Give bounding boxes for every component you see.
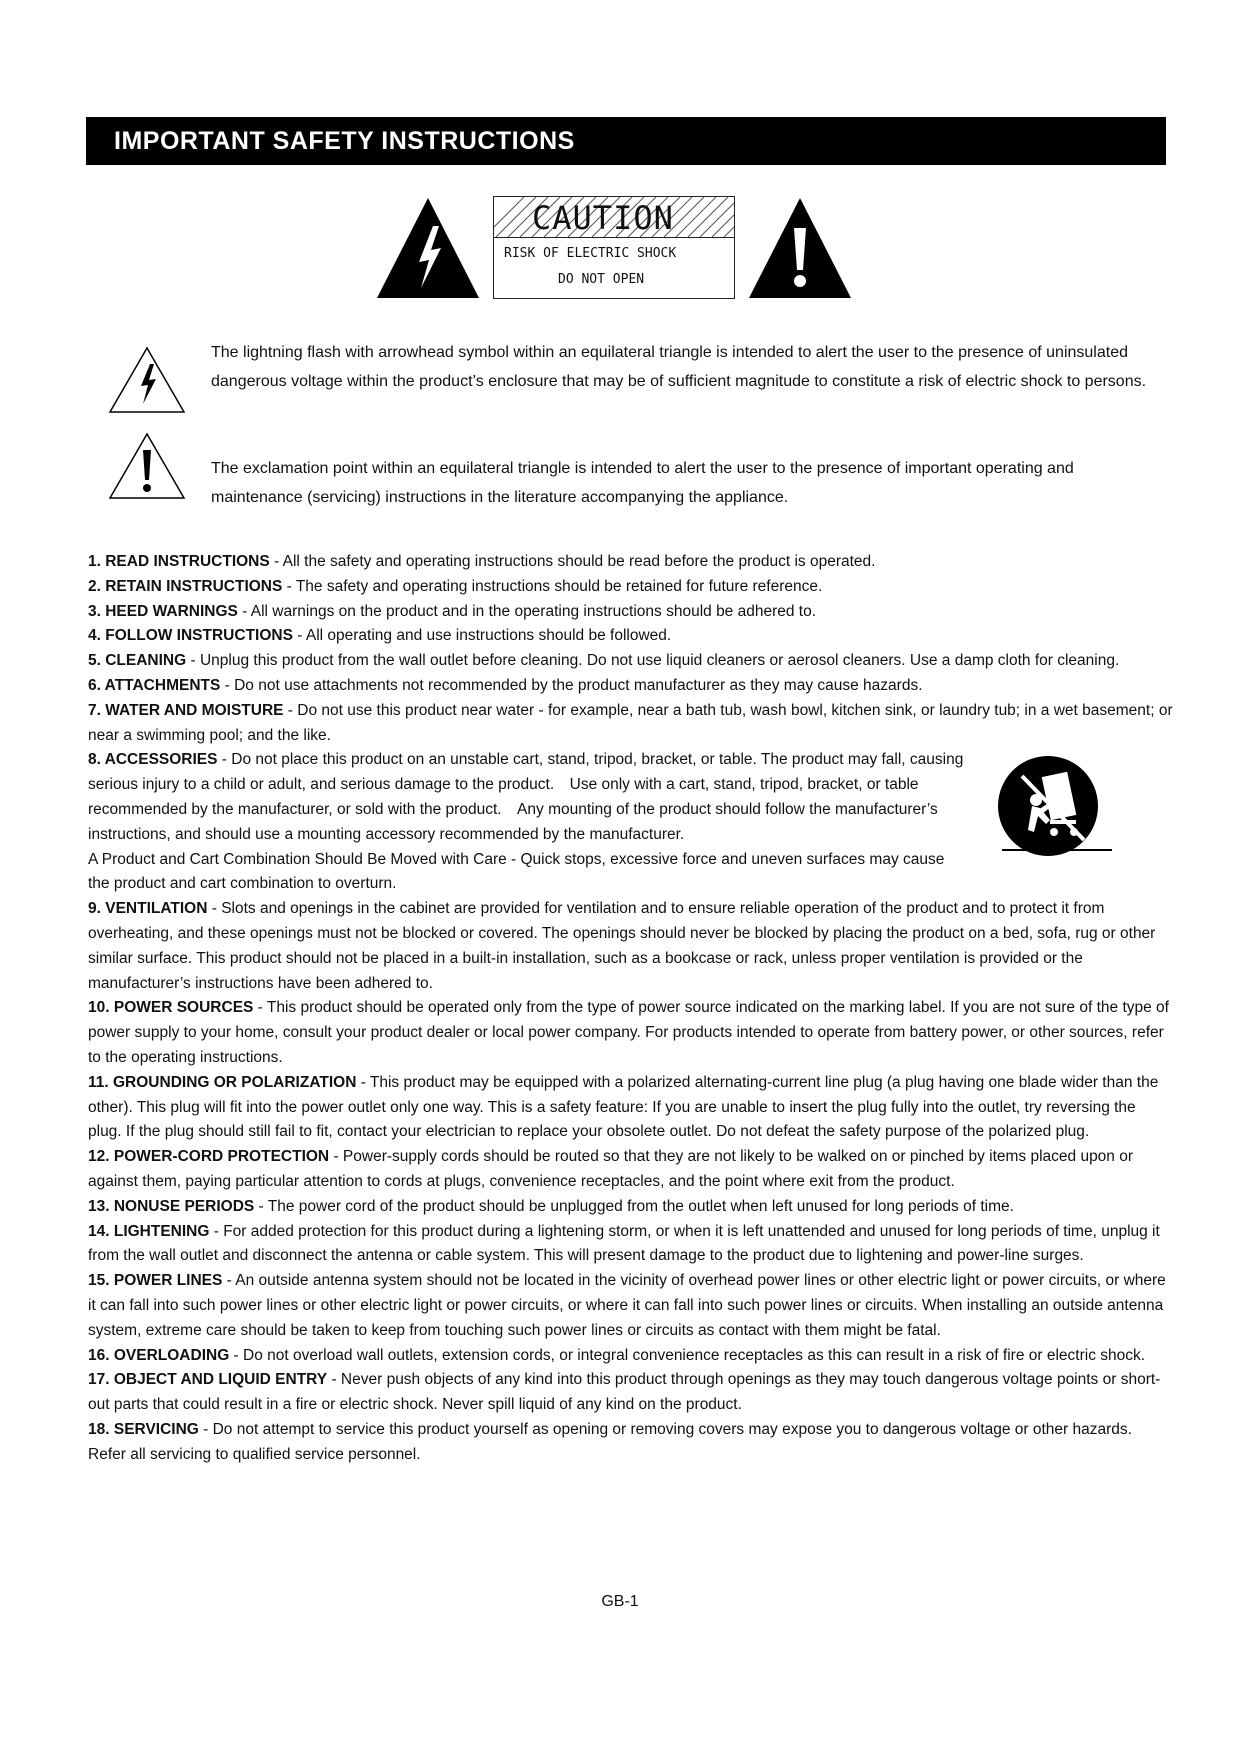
exclamation-symbol-text: The exclamation point within an equilateral triangle is intended to alert the user to the presence of important operating and maintenance (servicing) instructions in the literature accompanying the appliance. [211,460,1074,506]
caution-line-1: RISK OF ELECTRIC SHOCK [504,246,677,261]
instruction-item [88,624,1173,649]
caution-title: CAUTION [532,199,674,237]
instruction-item [88,674,1173,699]
exclamation-triangle-icon [747,196,853,300]
instruction-title: 13. NONUSE PERIODS [88,1197,255,1215]
caution-box [493,196,735,299]
instruction-item [88,1269,1173,1343]
instruction-item [88,699,1173,749]
instruction-item [88,649,1173,674]
header-bar [86,117,1166,165]
instruction-item [88,1195,1173,1220]
instruction-item [88,1071,1173,1145]
instruction-title: 1. READ INSTRUCTIONS [88,553,270,570]
instruction-title: 15. POWER LINES [88,1272,223,1290]
instruction-title: 12. POWER-CORD PROTECTION [88,1148,330,1166]
instruction-text: - Slots and openings in the cabinet are provided for ventilation and to ensure reliable operation of the product and to protect it from overheating, and these openings must not be blocked or covered. The openings should never be blocked by placing the product on a bed, sofa, rug or other similar surface. This product should not be placed in a built-in installation, such as a bookcase or rack, unless proper ventilation is provided or the manufacturer’s instructions have been adhered to. [88,900,1156,992]
instruction-text: - The power cord of the product should be unplugged from the outlet when left unused for long periods of time. [254,1197,1014,1215]
instruction-title: 2. RETAIN INSTRUCTIONS [88,577,283,595]
instruction-text: - All warnings on the product and in the operating instructions should be adhered to. [237,602,817,620]
instruction-item [88,748,968,847]
instruction-text: - All operating and use instructions should be followed. [292,627,672,645]
instruction-title: 16. OVERLOADING [88,1346,230,1364]
cart-warning-text: A Product and Cart Combination Should Be Moved with Care - Quick stops, excessive force and uneven surfaces may cause the product and cart combination to overturn. [88,850,945,893]
accessories-text-block [88,748,968,897]
exclamation-triangle-outline-icon [108,432,186,500]
caution-label-row [375,196,855,300]
instruction-text: - Do not attempt to service this product yourself as opening or removing covers may expose you to dangerous voltage or other hazards. Refer all servicing to qualified service personnel. [88,1420,1132,1463]
instruction-list [88,550,1173,1467]
instruction-title: 7. WATER AND MOISTURE [88,701,284,719]
instruction-text: - Power-supply cords should be routed so that they are not likely to be walked on or pinched by items placed upon or against them, paying particular attention to cords at plugs, convenience receptacles, and the point where exit from the product. [88,1148,1134,1190]
instruction-text: - This product may be equipped with a polarized alternating-current line plug (a plug having one blade wider than the other). This plug will fit into the power outlet only one way. This is a safety feature: If you are unable to insert the plug fully into the outlet, try reversing the plug. If the plug should still fail to fit, contact your electrician to replace your obsolete outlet. Do not defeat the safety purpose of the polarized plug. [88,1073,1159,1141]
cart-tipover-warning-icon [988,754,1118,866]
instruction-item [88,550,1173,575]
instruction-text: - For added protection for this product during a lightening storm, or when it is left unattended and unused for long periods of time, unplug it from the wall outlet and disconnect the antenna or cable system. This will present damage to the product due to lightening and power-line surges. [88,1222,1160,1265]
instruction-item [88,897,1173,996]
instruction-item [88,1220,1173,1270]
instruction-text: - Never push objects of any kind into this product through openings as they may touch dangerous voltage points or short-out parts that could result in a fire or electric shock. Never spill liquid of any kind on the product. [88,1371,1161,1414]
instruction-item [88,575,1173,600]
lightning-triangle-outline-icon [108,346,186,414]
instruction-title: 8. ACCESSORIES [88,751,218,769]
instruction-title: 6. ATTACHMENTS [88,676,221,694]
accessories-section [88,748,1173,897]
instruction-title: 18. SERVICING [88,1420,199,1438]
instruction-item [88,1344,1173,1369]
lightning-triangle-icon [375,196,481,300]
instruction-text: - This product should be operated only from the type of power source indicated on the marking label. If you are not sure of the type of power supply to your home, consult your product dealer or local power company. For products intended to operate from battery power, or other sources, refer to the operating instructions. [88,999,1169,1066]
instruction-item [88,996,1173,1070]
instruction-text: - Do not use attachments not recommended by the product manufacturer as they may cause hazards. [220,676,923,694]
instruction-text: - Unplug this product from the wall outlet before cleaning. Do not use liquid cleaners or aerosol cleaners. Use a damp cloth for cleaning. [186,652,1120,670]
lightning-symbol-text: The lightning flash with arrowhead symbol within an equilateral triangle is intended to alert the user to the presence of uninsulated dangerous voltage within the product’s enclosure that may be of sufficient magnitude to constitute a risk of electric shock to persons. [211,344,1147,390]
instruction-title: 3. HEED WARNINGS [88,602,238,620]
page-number: GB-1 [601,1593,639,1610]
page-title: IMPORTANT SAFETY INSTRUCTIONS [114,127,575,155]
instruction-title: 10. POWER SOURCES [88,999,254,1017]
instruction-item [88,600,1173,625]
caution-line-2: DO NOT OPEN [558,272,645,287]
instruction-title: 4. FOLLOW INSTRUCTIONS [88,627,293,645]
instruction-text: - Do not use this product near water - for example, near a bath tub, wash bowl, kitchen sink, or laundry tub; in a wet basement; or near a swimming pool; and the like. [88,701,1173,744]
instruction-text: - The safety and operating instructions should be retained for future reference. [282,577,823,595]
instruction-text: - Do not overload wall outlets, extension cords, or integral convenience receptacles as this can result in a risk of fire or electric shock. [229,1346,1146,1364]
instruction-title: 17. OBJECT AND LIQUID ENTRY [88,1371,328,1389]
instruction-title: 9. VENTILATION [88,900,208,918]
instruction-title: 14. LIGHTENING [88,1222,210,1240]
instruction-text: - Do not place this product on an unstable cart, stand, tripod, bracket, or table. The product may fall, causing serious injury to a child or adult, and serious damage to the product. Use only with a cart, stand, tripod, bracket, or table recommended by the manufacturer, or sold with the product. Any mounting of the product should follow the manufacturer’s instructions, and should use a mounting accessory recommended by the manufacturer. [88,751,964,843]
instruction-text: - An outside antenna system should not be located in the vicinity of overhead power lines or other electric light or power circuits, or where it can fall into such power lines or other electric light or power circuits, or where it can fall into such power lines or circuits. When installing an outside antenna system, extreme care should be taken to keep from touching such power lines or circuits as contact with them might be fatal. [88,1272,1166,1339]
instruction-text: - All the safety and operating instructions should be read before the product is operated. [269,553,876,570]
instruction-item [88,1145,1173,1195]
instruction-item [88,1368,1173,1418]
instruction-title: 11. GROUNDING OR POLARIZATION [88,1073,357,1091]
instruction-item [88,1418,1173,1468]
instruction-title: 5. CLEANING [88,652,187,670]
caution-header [494,196,734,238]
